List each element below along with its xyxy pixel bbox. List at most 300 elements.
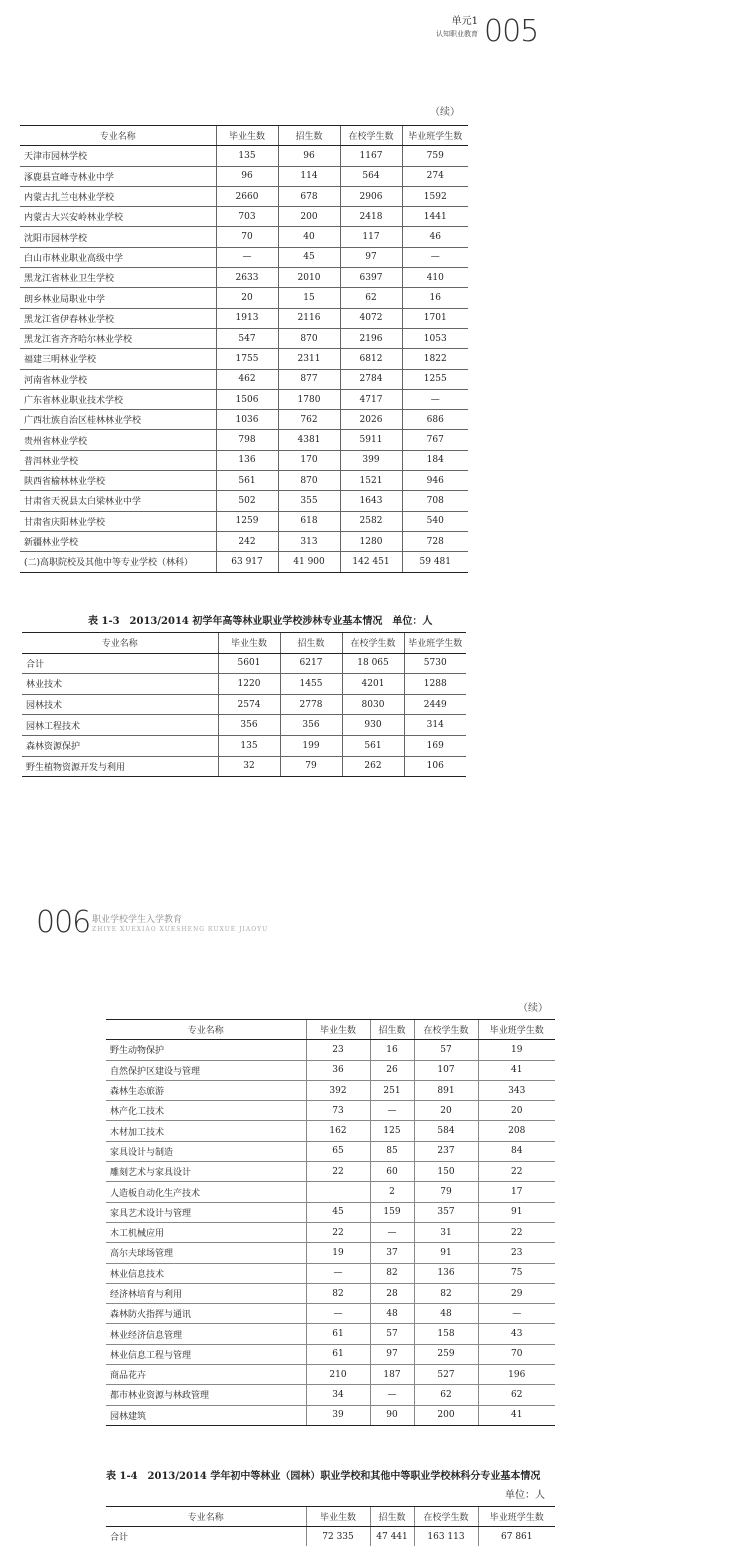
value-cell: 97 — [370, 1344, 414, 1364]
value-cell: 84 — [478, 1141, 555, 1161]
value-cell: 163 113 — [414, 1527, 478, 1546]
table-row — [106, 1060, 555, 1080]
value-cell: 356 — [280, 715, 342, 736]
value-cell: 1780 — [278, 389, 340, 409]
value-cell: 1255 — [402, 369, 468, 389]
table-row — [106, 1162, 555, 1182]
column-header: 毕业班学生数 — [478, 1507, 555, 1527]
value-cell: 686 — [402, 410, 468, 430]
value-cell: 242 — [216, 531, 278, 551]
row-name-cell: 林业经济信息管理 — [106, 1324, 306, 1344]
value-cell: 2010 — [278, 268, 340, 288]
table-row — [20, 491, 468, 511]
table-row — [20, 531, 468, 551]
value-cell: 8030 — [342, 694, 404, 715]
value-cell: 70 — [478, 1344, 555, 1364]
value-cell: 1822 — [402, 349, 468, 369]
table-row — [106, 1101, 555, 1121]
value-cell: 274 — [402, 166, 468, 186]
value-cell: 891 — [414, 1080, 478, 1100]
value-cell: 187 — [370, 1365, 414, 1385]
table-row — [20, 166, 468, 186]
value-cell: 1280 — [340, 531, 402, 551]
row-name-cell: 商品花卉 — [106, 1365, 306, 1385]
value-cell: 85 — [370, 1141, 414, 1161]
page-number: 005 — [484, 14, 539, 49]
table-row — [22, 674, 466, 695]
row-name-cell: 森林防火指挥与通讯 — [106, 1304, 306, 1324]
value-cell: 2449 — [404, 694, 466, 715]
page-header-006 — [36, 904, 316, 944]
row-name-cell: 河南省林业学校 — [20, 369, 216, 389]
value-cell: 251 — [370, 1080, 414, 1100]
row-name-cell: 野生植物资源开发与利用 — [22, 756, 218, 777]
row-name-cell: 都市林业资源与林政管理 — [106, 1385, 306, 1405]
value-cell: 45 — [278, 247, 340, 267]
value-cell: 1053 — [402, 328, 468, 348]
value-cell: 47 441 — [370, 1527, 414, 1546]
value-cell: 870 — [278, 471, 340, 491]
value-cell: 70 — [216, 227, 278, 247]
value-cell: 62 — [478, 1385, 555, 1405]
value-cell: 767 — [402, 430, 468, 450]
table-row — [106, 1344, 555, 1364]
value-cell: 237 — [414, 1141, 478, 1161]
value-cell: 259 — [414, 1344, 478, 1364]
value-cell: — — [402, 247, 468, 267]
column-header: 毕业生数 — [306, 1020, 370, 1040]
row-name-cell: 家具设计与制造 — [106, 1141, 306, 1161]
major-table-1-4 — [106, 1506, 555, 1546]
unit-subtitle: 认知职业教育 — [436, 30, 478, 38]
table-row — [20, 328, 468, 348]
value-cell: 162 — [306, 1121, 370, 1141]
value-cell: 57 — [414, 1040, 478, 1060]
row-name-cell: 雕刻艺术与家具设计 — [106, 1162, 306, 1182]
column-header: 毕业班学生数 — [404, 633, 466, 654]
value-cell: 82 — [306, 1283, 370, 1303]
table-caption: 表 1-4 2013/2014 学年初中等林业（园林）职业学校和其他中等职业学校林科分专业基本情况 — [106, 1471, 541, 1482]
table-row — [106, 1324, 555, 1344]
value-cell: 1701 — [402, 308, 468, 328]
value-cell: 200 — [414, 1405, 478, 1425]
value-cell: 314 — [404, 715, 466, 736]
value-cell: 90 — [370, 1405, 414, 1425]
value-cell: 6812 — [340, 349, 402, 369]
column-header: 专业名称 — [106, 1020, 306, 1040]
value-cell: 60 — [370, 1162, 414, 1182]
major-table-1-3 — [22, 632, 466, 777]
value-cell: 159 — [370, 1202, 414, 1222]
continued-label: （续） — [518, 1003, 548, 1014]
value-cell: 142 451 — [340, 552, 402, 572]
table-row — [22, 735, 466, 756]
value-cell: 22 — [306, 1222, 370, 1242]
row-name-cell: 沈阳市园林学校 — [20, 227, 216, 247]
value-cell: 40 — [278, 227, 340, 247]
row-name-cell: 白山市林业职业高级中学 — [20, 247, 216, 267]
unit-label: 单元1 — [451, 16, 478, 27]
row-name-cell: 家具艺术设计与管理 — [106, 1202, 306, 1222]
value-cell: 540 — [402, 511, 468, 531]
table-row — [20, 207, 468, 227]
value-cell: 1755 — [216, 349, 278, 369]
value-cell: 41 — [478, 1060, 555, 1080]
row-name-cell: 森林生态旅游 — [106, 1080, 306, 1100]
column-header: 专业名称 — [106, 1507, 306, 1527]
value-cell: 48 — [414, 1304, 478, 1324]
value-cell: 17 — [478, 1182, 555, 1202]
value-cell: 135 — [218, 735, 280, 756]
table-row — [106, 1405, 555, 1425]
value-cell: 170 — [278, 450, 340, 470]
value-cell: 2026 — [340, 410, 402, 430]
row-name-cell: 黑龙江省齐齐哈尔林业学校 — [20, 328, 216, 348]
value-cell: 20 — [478, 1101, 555, 1121]
value-cell: 870 — [278, 328, 340, 348]
row-name-cell: 朗乡林业局职业中学 — [20, 288, 216, 308]
table-row — [20, 471, 468, 491]
value-cell: 20 — [414, 1101, 478, 1121]
unit-label: 单位：人 — [505, 1490, 545, 1501]
table-row — [106, 1202, 555, 1222]
table-row — [20, 430, 468, 450]
value-cell: 357 — [414, 1202, 478, 1222]
table-row — [106, 1243, 555, 1263]
row-name-cell: 林业技术 — [22, 674, 218, 695]
value-cell: 196 — [478, 1365, 555, 1385]
row-name-cell: 普洱林业学校 — [20, 450, 216, 470]
value-cell: 16 — [402, 288, 468, 308]
value-cell: 75 — [478, 1263, 555, 1283]
value-cell: 392 — [306, 1080, 370, 1100]
value-cell: 117 — [340, 227, 402, 247]
value-cell: — — [216, 247, 278, 267]
table-header-row — [106, 1507, 555, 1527]
value-cell: 410 — [402, 268, 468, 288]
row-name-cell: 黑龙江省林业卫生学校 — [20, 268, 216, 288]
value-cell: 15 — [278, 288, 340, 308]
value-cell: 65 — [306, 1141, 370, 1161]
row-name-cell: 野生动物保护 — [106, 1040, 306, 1060]
row-name-cell: 自然保护区建设与管理 — [106, 1060, 306, 1080]
school-table-continued — [20, 125, 468, 573]
column-header: 毕业生数 — [216, 126, 278, 146]
table-row — [20, 511, 468, 531]
value-cell: 584 — [414, 1121, 478, 1141]
value-cell: 946 — [402, 471, 468, 491]
row-name-cell: 人造板自动化生产技术 — [106, 1182, 306, 1202]
value-cell: 91 — [478, 1202, 555, 1222]
column-header: 招生数 — [280, 633, 342, 654]
value-cell: 31 — [414, 1222, 478, 1242]
row-name-cell: 天津市园林学校 — [20, 146, 216, 166]
row-name-cell: 陕西省榆林林业学校 — [20, 471, 216, 491]
value-cell: 39 — [306, 1405, 370, 1425]
value-cell: 6397 — [340, 268, 402, 288]
value-cell: 28 — [370, 1283, 414, 1303]
value-cell: 96 — [278, 146, 340, 166]
value-cell: 527 — [414, 1365, 478, 1385]
value-cell: 184 — [402, 450, 468, 470]
value-cell: 5911 — [340, 430, 402, 450]
value-cell: 91 — [414, 1243, 478, 1263]
value-cell: 2582 — [340, 511, 402, 531]
value-cell: 502 — [216, 491, 278, 511]
table-row — [20, 288, 468, 308]
table-row — [20, 349, 468, 369]
value-cell: 5730 — [404, 653, 466, 674]
column-header: 招生数 — [278, 126, 340, 146]
row-name-cell: 木材加工技术 — [106, 1121, 306, 1141]
table-header-row — [20, 126, 468, 146]
value-cell: — — [306, 1304, 370, 1324]
table-row — [106, 1141, 555, 1161]
value-cell: 79 — [414, 1182, 478, 1202]
value-cell: 547 — [216, 328, 278, 348]
value-cell: — — [402, 389, 468, 409]
value-cell: 561 — [216, 471, 278, 491]
value-cell: 877 — [278, 369, 340, 389]
value-cell: — — [370, 1222, 414, 1242]
value-cell: 62 — [340, 288, 402, 308]
value-cell: 169 — [404, 735, 466, 756]
row-name-cell: 园林建筑 — [106, 1405, 306, 1425]
major-table-continued — [106, 1019, 555, 1426]
row-name-cell: 木工机械应用 — [106, 1222, 306, 1242]
page-header-005 — [420, 10, 540, 50]
value-cell: 46 — [402, 227, 468, 247]
value-cell: 1592 — [402, 186, 468, 206]
value-cell: — — [306, 1263, 370, 1283]
value-cell: 262 — [342, 756, 404, 777]
column-header: 在校学生数 — [340, 126, 402, 146]
table-row — [22, 694, 466, 715]
value-cell: 107 — [414, 1060, 478, 1080]
row-name-cell: 内蒙古大兴安岭林业学校 — [20, 207, 216, 227]
value-cell: 2574 — [218, 694, 280, 715]
row-name-cell: 黑龙江省伊春林业学校 — [20, 308, 216, 328]
value-cell: 61 — [306, 1324, 370, 1344]
value-cell: 1288 — [404, 674, 466, 695]
value-cell: 59 481 — [402, 552, 468, 572]
value-cell: 678 — [278, 186, 340, 206]
table-row — [106, 1080, 555, 1100]
value-cell: 930 — [342, 715, 404, 736]
value-cell: 22 — [306, 1162, 370, 1182]
value-cell: 79 — [280, 756, 342, 777]
value-cell: 19 — [306, 1243, 370, 1263]
value-cell: 26 — [370, 1060, 414, 1080]
value-cell: 199 — [280, 735, 342, 756]
value-cell: 20 — [216, 288, 278, 308]
value-cell: 208 — [478, 1121, 555, 1141]
table-header-row — [106, 1020, 555, 1040]
row-name-cell: 广西壮族自治区桂林林业学校 — [20, 410, 216, 430]
table-row — [20, 308, 468, 328]
value-cell: 762 — [278, 410, 340, 430]
value-cell: — — [478, 1304, 555, 1324]
table-row — [20, 450, 468, 470]
value-cell: 63 917 — [216, 552, 278, 572]
value-cell: 22 — [478, 1222, 555, 1242]
value-cell: 1441 — [402, 207, 468, 227]
value-cell: 73 — [306, 1101, 370, 1121]
value-cell: 57 — [370, 1324, 414, 1344]
table-row — [22, 715, 466, 736]
value-cell: 48 — [370, 1304, 414, 1324]
table-row — [20, 247, 468, 267]
value-cell: 135 — [216, 146, 278, 166]
table-row — [106, 1385, 555, 1405]
value-cell: 41 900 — [278, 552, 340, 572]
value-cell: 37 — [370, 1243, 414, 1263]
value-cell: 4072 — [340, 308, 402, 328]
value-cell: 82 — [370, 1263, 414, 1283]
column-header: 毕业生数 — [218, 633, 280, 654]
value-cell: 136 — [414, 1263, 478, 1283]
row-name-cell: 内蒙古扎兰屯林业学校 — [20, 186, 216, 206]
page-number: 006 — [36, 905, 91, 940]
row-name-cell: 福建三明林业学校 — [20, 349, 216, 369]
table-row — [106, 1304, 555, 1324]
value-cell: 2906 — [340, 186, 402, 206]
table-row — [106, 1263, 555, 1283]
continued-label: （续） — [430, 107, 460, 118]
value-cell: 114 — [278, 166, 340, 186]
table-row — [20, 146, 468, 166]
table-header-row — [22, 633, 466, 654]
value-cell: 4717 — [340, 389, 402, 409]
table-row — [20, 369, 468, 389]
value-cell: 96 — [216, 166, 278, 186]
value-cell: 125 — [370, 1121, 414, 1141]
value-cell: 97 — [340, 247, 402, 267]
value-cell: 462 — [216, 369, 278, 389]
row-name-cell: 广东省林业职业技术学校 — [20, 389, 216, 409]
table-row — [20, 227, 468, 247]
row-name-cell: 贵州省林业学校 — [20, 430, 216, 450]
row-name-cell: 涿鹿县宣峰寺林业中学 — [20, 166, 216, 186]
table-row — [106, 1182, 555, 1202]
value-cell: 16 — [370, 1040, 414, 1060]
value-cell: 82 — [414, 1283, 478, 1303]
column-header: 在校学生数 — [414, 1507, 478, 1527]
value-cell: 1036 — [216, 410, 278, 430]
row-name-cell: 高尔夫球场管理 — [106, 1243, 306, 1263]
column-header: 毕业生数 — [306, 1507, 370, 1527]
value-cell: 2784 — [340, 369, 402, 389]
row-name-cell: 甘肃省天祝县太白梁林业中学 — [20, 491, 216, 511]
value-cell: 2116 — [278, 308, 340, 328]
value-cell: 1259 — [216, 511, 278, 531]
column-header: 专业名称 — [22, 633, 218, 654]
value-cell: 32 — [218, 756, 280, 777]
column-header: 专业名称 — [20, 126, 216, 146]
row-name-cell: 新疆林业学校 — [20, 531, 216, 551]
book-subtitle: ZHIYE XUEXIAO XUESHENG RUXUE JIAOYU — [92, 926, 269, 933]
value-cell: 2633 — [216, 268, 278, 288]
column-header: 毕业班学生数 — [402, 126, 468, 146]
table-row — [20, 389, 468, 409]
value-cell: 72 335 — [306, 1527, 370, 1546]
value-cell: 313 — [278, 531, 340, 551]
value-cell: 136 — [216, 450, 278, 470]
value-cell: 1913 — [216, 308, 278, 328]
value-cell: 4201 — [342, 674, 404, 695]
value-cell: 29 — [478, 1283, 555, 1303]
table-row — [106, 1040, 555, 1060]
value-cell: 564 — [340, 166, 402, 186]
row-name-cell: 林业信息技术 — [106, 1263, 306, 1283]
row-name-cell: 森林资源保护 — [22, 735, 218, 756]
table-row — [20, 268, 468, 288]
value-cell: 5601 — [218, 653, 280, 674]
row-name-cell: 林产化工技术 — [106, 1101, 306, 1121]
value-cell: 210 — [306, 1365, 370, 1385]
row-name-cell: 园林技术 — [22, 694, 218, 715]
value-cell: — — [370, 1385, 414, 1405]
table-row — [20, 186, 468, 206]
table-row — [106, 1222, 555, 1242]
value-cell — [306, 1182, 370, 1202]
value-cell: 759 — [402, 146, 468, 166]
value-cell: 561 — [342, 735, 404, 756]
table-row — [106, 1527, 555, 1546]
book-title: 职业学校学生入学教育 — [92, 915, 183, 925]
table-row — [22, 756, 466, 777]
value-cell: 1506 — [216, 389, 278, 409]
value-cell: 798 — [216, 430, 278, 450]
value-cell: 2418 — [340, 207, 402, 227]
value-cell: 23 — [478, 1243, 555, 1263]
value-cell: 6217 — [280, 653, 342, 674]
row-name-cell: (二)高职院校及其他中等专业学校（林科） — [20, 552, 216, 572]
value-cell: 343 — [478, 1080, 555, 1100]
row-name-cell: 合计 — [22, 653, 218, 674]
value-cell: 43 — [478, 1324, 555, 1344]
table-row — [22, 653, 466, 674]
value-cell: 34 — [306, 1385, 370, 1405]
value-cell: 23 — [306, 1040, 370, 1060]
column-header: 在校学生数 — [342, 633, 404, 654]
value-cell: 61 — [306, 1344, 370, 1364]
value-cell: 22 — [478, 1162, 555, 1182]
value-cell: 106 — [404, 756, 466, 777]
value-cell: 708 — [402, 491, 468, 511]
row-name-cell: 园林工程技术 — [22, 715, 218, 736]
column-header: 在校学生数 — [414, 1020, 478, 1040]
value-cell: 158 — [414, 1324, 478, 1344]
value-cell: 150 — [414, 1162, 478, 1182]
value-cell: 36 — [306, 1060, 370, 1080]
table-row — [106, 1121, 555, 1141]
value-cell: 2778 — [280, 694, 342, 715]
value-cell: 41 — [478, 1405, 555, 1425]
value-cell: 703 — [216, 207, 278, 227]
row-name-cell: 经济林培育与利用 — [106, 1283, 306, 1303]
table-row — [106, 1283, 555, 1303]
value-cell: 1455 — [280, 674, 342, 695]
value-cell: 355 — [278, 491, 340, 511]
value-cell: 2311 — [278, 349, 340, 369]
table-caption: 表 1-3 2013/2014 初学年高等林业职业学校涉林专业基本情况 单位：人 — [88, 616, 433, 627]
value-cell: 399 — [340, 450, 402, 470]
value-cell: 200 — [278, 207, 340, 227]
value-cell: 18 065 — [342, 653, 404, 674]
value-cell: 2196 — [340, 328, 402, 348]
value-cell: 1220 — [218, 674, 280, 695]
